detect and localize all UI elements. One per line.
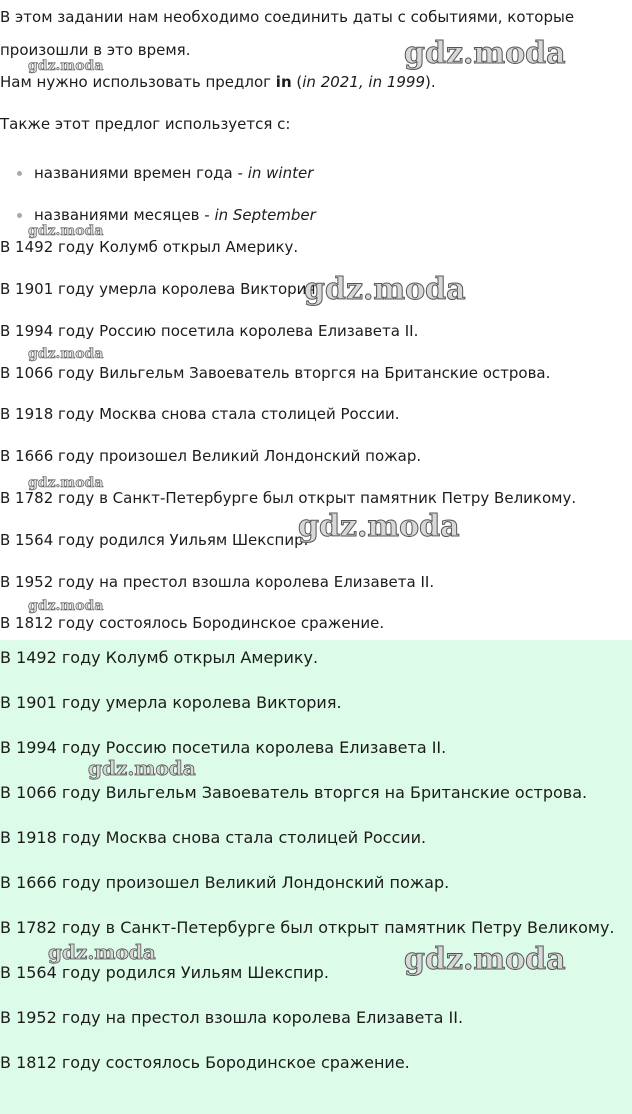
event-item: В 1812 году состоялось Бородинское сражение. xyxy=(0,614,385,632)
bullet-item-2-text: названиями месяцев - xyxy=(34,206,215,224)
bullet-item-2 xyxy=(34,206,316,224)
answer-item: В 1492 году Колумб открыл Америку. xyxy=(0,648,319,667)
watermark-logo: gdz.moda xyxy=(28,346,104,362)
bullet-dot-icon xyxy=(17,171,22,176)
answer-item: В 1952 году на престол взошла королева Елизавета II. xyxy=(0,1008,464,1027)
intro-line-3-italic: in 2021, in 1999 xyxy=(302,73,426,91)
watermark-logo: gdz.moda xyxy=(28,475,104,491)
event-item: В 1564 году родился Уильям Шекспир. xyxy=(0,531,309,549)
answer-item: В 1994 году Россию посетила королева Елизавета II. xyxy=(0,738,447,757)
answer-item: В 1066 году Вильгельм Завоеватель вторгся на Британские острова. xyxy=(0,783,588,802)
bullet-item-1-italic: in winter xyxy=(247,164,314,182)
event-item: В 1782 году в Санкт-Петербурге был открыт памятник Петру Великому. xyxy=(0,489,577,507)
intro-line-1: В этом задании нам необходимо соединить даты с событиями, которые xyxy=(0,8,575,26)
intro-line-3-prefix: Нам нужно использовать предлог xyxy=(0,73,276,91)
watermark-logo: gdz.moda xyxy=(88,756,196,780)
watermark-logo: gdz.moda xyxy=(28,598,104,614)
intro-line-3-close: ). xyxy=(425,73,436,91)
bullet-dot-icon xyxy=(17,213,22,218)
bullet-item-1-text: названиями времен года - xyxy=(34,164,248,182)
watermark-logo: gdz.moda xyxy=(28,223,104,239)
intro-line-3-bold: in xyxy=(275,73,292,91)
watermark-logo: gdz.moda xyxy=(404,942,566,977)
watermark-logo: gdz.moda xyxy=(298,509,460,544)
watermark-logo: gdz.moda xyxy=(48,940,156,964)
intro-line-3-open: ( xyxy=(291,73,303,91)
event-item: В 1666 году произошел Великий Лондонский пожар. xyxy=(0,447,422,465)
intro-line-2: произошли в это время. xyxy=(0,41,191,59)
event-item: В 1901 году умерла королева Виктория. xyxy=(0,280,321,298)
answer-item: В 1666 году произошел Великий Лондонский пожар. xyxy=(0,873,450,892)
answer-item: В 1918 году Москва снова стала столицей России. xyxy=(0,828,427,847)
answer-item: В 1564 году родился Уильям Шекспир. xyxy=(0,963,329,982)
bullet-item-2-italic: in September xyxy=(214,206,316,224)
answer-section xyxy=(0,640,632,1114)
event-item: В 1952 году на престол взошла королева Елизавета II. xyxy=(0,573,435,591)
answer-item: В 1901 году умерла королева Виктория. xyxy=(0,693,342,712)
event-item: В 1994 году Россию посетила королева Елизавета II. xyxy=(0,322,419,340)
bullet-item-1 xyxy=(34,164,313,182)
intro-line-3 xyxy=(0,73,436,91)
event-item: В 1492 году Колумб открыл Америку. xyxy=(0,238,299,256)
event-item: В 1918 году Москва снова стала столицей России. xyxy=(0,405,400,423)
watermark-logo: gdz.moda xyxy=(404,36,566,71)
event-item: В 1066 году Вильгельм Завоеватель вторгся на Британские острова. xyxy=(0,364,551,382)
answer-item: В 1782 году в Санкт-Петербурге был открыт памятник Петру Великому. xyxy=(0,918,615,937)
answer-item: В 1812 году состоялось Бородинское сражение. xyxy=(0,1053,410,1072)
watermark-logo: gdz.moda xyxy=(304,272,466,307)
watermark-logo: gdz.moda xyxy=(28,58,104,74)
intro-line-4: Также этот предлог используется с: xyxy=(0,115,291,133)
